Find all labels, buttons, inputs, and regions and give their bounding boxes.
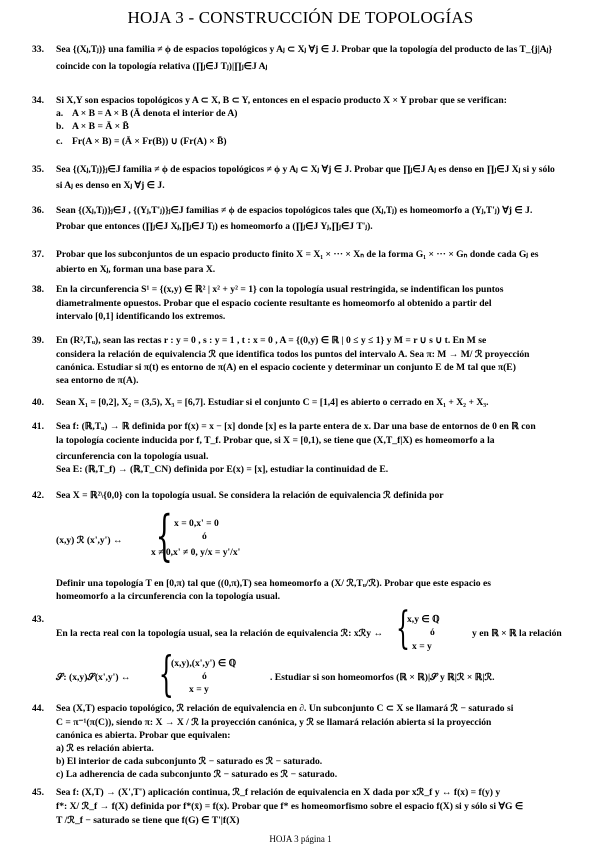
relation-tail: y en ℝ × ℝ la relación — [472, 628, 562, 639]
item-text: Fr(A × B) = (Ā × Fr(B)) ∪ (Fr(A) × B̄) — [72, 136, 227, 147]
problem-38 — [34, 283, 579, 327]
problem-line: c) La adherencia de cada subconjunto ℛ − saturado es ℛ − saturado. — [56, 769, 338, 780]
problem-line: Sean {(Xⱼ,Tⱼ)}ⱼ∈J , {(Yⱼ,T'ⱼ)}ⱼ∈J familias ≠ ϕ de espacios topológicos tales que (Xⱼ,Tⱼ) es homeomorfo a (Yⱼ,T'ⱼ) ∀j ∈ J. — [56, 205, 533, 216]
problem-43 — [32, 603, 579, 702]
problem-line: coincide con la topología relativa (∏ⱼ∈J Tⱼ)|∏ⱼ∈J Aⱼ — [56, 61, 268, 72]
item-label: c. — [56, 136, 63, 147]
relation-or: ó — [202, 671, 207, 682]
problem-line: Probar que los subconjuntos de un espacio producto finito X = X₁ × ··· × Xₙ de la forma G₁ × ··· × Gₙ donde cada Gⱼ es — [56, 249, 539, 260]
problem-number: 45. — [32, 787, 44, 798]
left-brace: { — [396, 603, 410, 654]
problem-41 — [34, 420, 579, 478]
problem-line: T /ℛ_f − saturado se tiene que f(G) ∈ T'|f(X) — [56, 815, 240, 826]
problem-number: 42. — [32, 490, 44, 501]
problem-line: canónica. Estudiar si π(t) es entorno de π(A) en el espacio cociente y determinar un conjunto E de M tal que π(E) — [56, 362, 516, 373]
relation-or: ó — [202, 531, 207, 542]
problem-number: 41. — [32, 421, 44, 432]
relation-tail: . Estudiar si son homeomorfos (ℝ × ℝ)|𝒮 y ℝ|ℛ × ℝ|ℛ. — [270, 672, 495, 683]
item-text: A × B = A × B (Ā denota el interior de A) — [72, 108, 238, 119]
problem-line: abierto en Xⱼ, forman una base para X. — [56, 264, 216, 275]
problem-line: Sea f: (ℝ,Tᵤ) → ℝ definida por f(x) = x − [x] donde [x] es la parte entera de x. Dar una base de entornos de 0 en ℝ con — [56, 421, 536, 432]
relation-case: x = 0,x' = 0 — [174, 518, 219, 529]
problem-line: Sea {(Xⱼ,Tⱼ)}ⱼ∈J familia ≠ ϕ de espacios topológicos ≠ ϕ y Aⱼ ⊂ Xⱼ ∀j ∈ J. Probar que ∏ⱼ∈J Aⱼ es denso en ∏ⱼ∈J Xⱼ si y sólo — [56, 164, 555, 175]
problem-line: si Aⱼ es denso en Xⱼ ∀j ∈ J. — [56, 180, 165, 191]
problem-number: 43. — [32, 614, 44, 625]
problem-35 — [34, 163, 579, 193]
problem-line: En (R²,Tᵤ), sean las rectas r : y = 0 , s : y = 1 , t : x = 0 , A = {(0,y) ∈ ℝ | 0 ≤ y ≤ 1} y M = r ∪ s ∪ t. En M se — [56, 335, 487, 346]
problem-line: Sea f: (X,T) → (X',T') aplicación continua, ℛ_f relación de equivalencia en X dada por xℛ_f y ↔ f(x) = f(y) y — [56, 787, 501, 798]
problem-line: considera la relación de equivalencia ℛ que identifica todos los puntos del intervalo A. Sea π: M → M/ ℛ proyección — [56, 349, 530, 360]
problem-39 — [34, 334, 579, 388]
problem-line: homeomorfo a la circunferencia con la topología usual. — [56, 591, 281, 602]
relation-or: ó — [430, 627, 435, 638]
list-item — [56, 120, 576, 133]
problem-line: Sea E: (ℝ,T_f) → (ℝ,T_CN) definida por E(x) = [x], estudiar la continuidad de E. — [56, 464, 389, 475]
relation-case: x,y ∈ ℚ — [407, 614, 440, 625]
problem-line: canónica es abierta. Probar que equivalen: — [56, 730, 231, 741]
problem-number: 44. — [32, 703, 44, 714]
problem-line: C = π⁻¹(π(C)), siendo π: X → X / ℛ la proyección canónica, y ℛ se llamará relación abierta si la proyección — [56, 717, 492, 728]
left-brace: { — [158, 646, 174, 702]
problem-line: Probar que entonces (∏ⱼ∈J Xⱼ,∏ⱼ∈J Tⱼ) es homeomorfo a (∏ⱼ∈J Yⱼ,∏ⱼ∈J T'ⱼ). — [56, 221, 373, 232]
problem-line: la topología cociente inducida por f, T_f. Probar que, si X = [0,1), se tiene que (X,T_f|X) es homeomorfo a la — [56, 435, 495, 446]
item-label: b. — [56, 121, 64, 132]
problem-line: b) El interior de cada subconjunto ℛ − saturado es ℛ − saturado. — [56, 756, 323, 767]
relation-lhs: (x,y) ℛ (x',y') ↔ — [56, 535, 123, 546]
problem-line: sea entorno de π(A). — [56, 375, 139, 386]
problem-line: Sea (X,T) espacio topológico, ℛ relación de equivalencia en ∂. Un subconjunto C ⊂ X se llamará ℛ − saturado si — [56, 703, 514, 714]
problem-line: Sea X = ℝ²\{0,0} con la topología usual. Se considera la relación de equivalencia ℛ definida por — [56, 490, 444, 501]
list-item — [56, 107, 576, 120]
problem-line: En la circunferencia S¹ = {(x,y) ∈ ℝ² | x² + y² = 1} con la topología usual restringida, se indentifican los puntos — [56, 284, 504, 295]
relation-case: x = y — [189, 684, 209, 695]
item-text: A × B = Ā × B̄ — [72, 121, 129, 132]
problem-36 — [34, 204, 579, 236]
list-item — [56, 135, 576, 148]
problem-44 — [34, 702, 579, 782]
problem-line: Si X,Y son espacios topológicos y A ⊂ X, B ⊂ Y, entonces en el espacio producto X × Y probar que se verifican: — [56, 95, 507, 106]
problem-number: 40. — [32, 397, 44, 408]
problem-line: Definir una topología T en [0,π) tal que ((0,π),T) sea homeomorfo a (X/ ℛ,Tᵤ/ℛ). Probar que este espacio es — [56, 578, 491, 589]
relation-case: x ≠ 0,x' ≠ 0, y/x = y'/x' — [151, 547, 241, 558]
problem-line: a) ℛ es relación abierta. — [56, 743, 154, 754]
problem-line: Sean X₁ = [0,2], X₂ = (3,5), X₃ = [6,7]. Estudiar si el conjunto C = [1,4] es abierto o cerrado en X₁ + X₂ + X₃. — [56, 397, 489, 408]
problem-line: diametralmente opuestos. Probar que el espacio cociente resultante es homeomorfo al obtenido a partir del — [56, 298, 492, 309]
problem-33 — [34, 43, 579, 73]
problem-number: 36. — [32, 205, 44, 216]
problem-number: 33. — [32, 44, 44, 55]
relation-lhs: 𝒮: (x,y)𝒮(x',y') ↔ — [56, 672, 131, 683]
problem-42 — [32, 489, 579, 602]
problem-line: En la recta real con la topología usual, sea la relación de equivalencia ℛ: xℛy ↔ — [56, 628, 384, 639]
problem-number: 39. — [32, 335, 44, 346]
problem-34 — [34, 94, 579, 154]
relation-case: x = y — [412, 641, 432, 652]
problem-37 — [34, 248, 579, 278]
page-footer: HOJA 3 página 1 — [269, 834, 332, 844]
problem-45 — [34, 786, 579, 830]
problem-number: 35. — [32, 164, 44, 175]
problem-line: f*: X/ ℛ_f → f(X) definida por f*(x̄) = f(x). Probar que f* es homeomorfismo sobre el espacio f(X) si y sólo si ∀G ∈ — [56, 801, 524, 812]
problem-40 — [34, 396, 579, 410]
problem-number: 37. — [32, 249, 44, 260]
left-brace: { — [155, 504, 173, 567]
page-title: HOJA 3 - CONSTRUCCIÓN DE TOPOLOGÍAS — [127, 8, 474, 27]
problem-line: circunferencia con la topología usual. — [56, 451, 209, 462]
problem-line: Sea {(Xⱼ,Tⱼ)} una familia ≠ ϕ de espacios topológicos y Aⱼ ⊂ Xⱼ ∀j ∈ J. Probar que la topología del producto de las T_{j|Aⱼ} — [56, 44, 553, 55]
item-label: a. — [56, 108, 64, 119]
problem-number: 34. — [32, 95, 44, 106]
problem-line: intervalo [0,1] identificando los extremos. — [56, 311, 226, 322]
problem-number: 38. — [32, 284, 44, 295]
relation-case: (x,y),(x',y') ∈ ℚ — [171, 658, 237, 669]
